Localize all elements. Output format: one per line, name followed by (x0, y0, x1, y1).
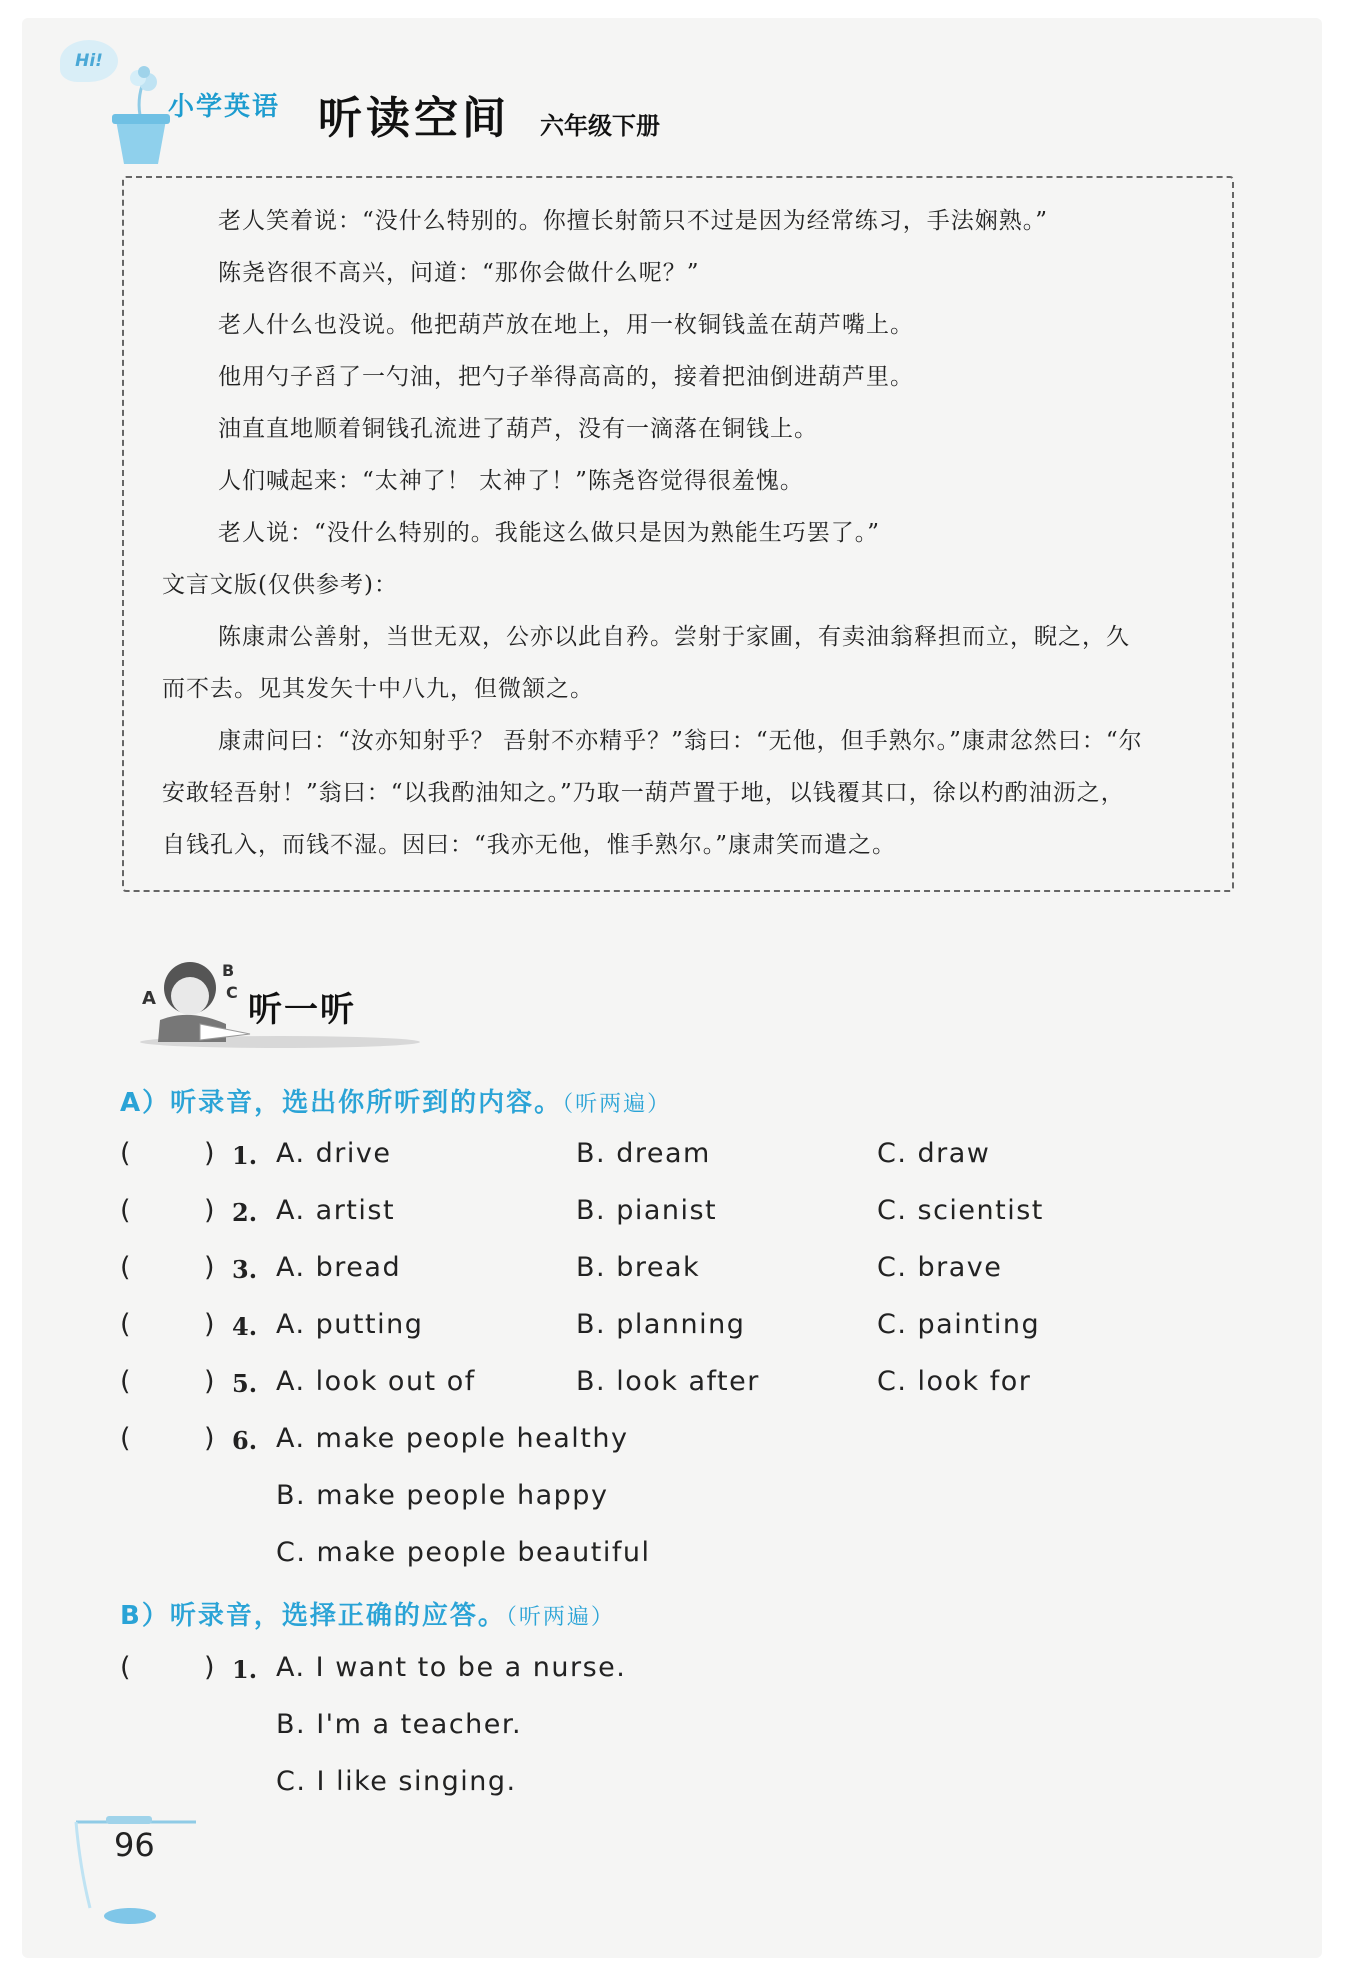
abc-letter-c: C (226, 983, 238, 1002)
answer-bracket-open[interactable]: ( (120, 1309, 131, 1340)
classical-version-heading: 文言文版(仅供参考)： (162, 572, 398, 598)
listen-section-header (130, 950, 420, 1050)
option-a: A. bread (276, 1252, 402, 1283)
abc-letter-a: A (142, 988, 156, 1009)
answer-bracket-close: ) (204, 1138, 215, 1169)
question-row (120, 1366, 1220, 1406)
option-row (120, 1709, 1220, 1749)
option-a: A. artist (276, 1195, 396, 1226)
answer-bracket-close: ) (204, 1252, 215, 1283)
answer-bracket-close: ) (204, 1423, 215, 1454)
passage-line: 而不去。见其发矢十中八九，但微颔之。 (162, 676, 594, 702)
passage-line: 陈尧咨很不高兴，问道：“那你会做什么呢？” (218, 260, 700, 286)
option-b: B. make people happy (276, 1480, 609, 1511)
answer-bracket-open[interactable]: ( (120, 1652, 131, 1683)
answer-bracket-open[interactable]: ( (120, 1195, 131, 1226)
section-b-note: （听两遍） (505, 1605, 615, 1630)
passage-line: 康肃问曰：“汝亦知射乎？ 吾射不亦精乎？”翁曰：“无他，但手熟尔。”康肃忿然曰：“尔 (218, 728, 1143, 754)
answer-bracket-close: ) (204, 1652, 215, 1683)
option-a: A. look out of (276, 1366, 476, 1397)
option-row (120, 1480, 1220, 1520)
passage-line: 油直直地顺着铜钱孔流进了葫芦，没有一滴落在铜钱上。 (218, 416, 818, 442)
option-c: C. make people beautiful (276, 1537, 651, 1568)
answer-bracket-close: ) (204, 1195, 215, 1226)
question-row (120, 1195, 1220, 1235)
answer-bracket-open[interactable]: ( (120, 1252, 131, 1283)
question-number: 1. (232, 1655, 258, 1684)
option-a: A. putting (276, 1309, 424, 1340)
question-number: 1. (232, 1141, 258, 1170)
grade-label: 六年级下册 (540, 112, 660, 140)
passage-line: 老人笑着说：“没什么特别的。你擅长射箭只不过是因为经常练习，手法娴熟。” (218, 208, 1049, 234)
answer-bracket-open[interactable]: ( (120, 1366, 131, 1397)
passage-line: 安敢轻吾射！”翁曰：“以我酌油知之。”乃取一葫芦置于地，以钱覆其口，徐以杓酌油沥之， (162, 780, 1125, 806)
answer-bracket-open[interactable]: ( (120, 1138, 131, 1169)
page-number: 96 (114, 1826, 155, 1864)
option-c: C. scientist (877, 1195, 1044, 1226)
option-b: B. I'm a teacher. (276, 1709, 523, 1740)
option-c: C. draw (877, 1138, 991, 1169)
passage-line: 陈康肃公善射，当世无双，公亦以此自矜。尝射于家圃，有卖油翁释担而立，睨之，久 (218, 624, 1130, 650)
option-c: C. look for (877, 1366, 1032, 1397)
option-a: A. make people healthy (276, 1423, 629, 1454)
option-a: A. I want to be a nurse. (276, 1652, 627, 1683)
question-number: 2. (232, 1198, 258, 1227)
brand-title: 听读空间 (318, 93, 510, 144)
section-a-note: （听两遍） (562, 1092, 672, 1117)
option-b: B. planning (576, 1309, 746, 1340)
passage-line: 老人什么也没说。他把葫芦放在地上，用一枚铜钱盖在葫芦嘴上。 (218, 312, 914, 338)
page-header (50, 30, 750, 160)
option-b: B. pianist (576, 1195, 718, 1226)
passage-line: 人们喊起来：“太神了！ 太神了！”陈尧咨觉得很羞愧。 (218, 468, 804, 494)
question-row (120, 1252, 1220, 1292)
question-row (120, 1138, 1220, 1178)
passage-line: 他用勺子舀了一勺油，把勺子举得高高的，接着把油倒进葫芦里。 (218, 364, 914, 390)
option-b: B. look after (576, 1366, 760, 1397)
section-a-instruction (120, 1082, 671, 1119)
section-b-instruction (120, 1595, 615, 1632)
option-row (120, 1766, 1220, 1806)
passage-line: 自钱孔入，而钱不湿。因曰：“我亦无他，惟手熟尔。”康肃笑而遣之。 (162, 832, 897, 858)
option-c: C. painting (877, 1309, 1041, 1340)
option-row (120, 1537, 1220, 1577)
answer-bracket-close: ) (204, 1309, 215, 1340)
question-row (120, 1423, 1220, 1463)
option-a: A. drive (276, 1138, 392, 1169)
question-number: 4. (232, 1312, 258, 1341)
answer-bracket-open[interactable]: ( (120, 1423, 131, 1454)
option-b: B. break (576, 1252, 701, 1283)
question-row (120, 1652, 1220, 1692)
abc-letter-b: B (222, 961, 235, 980)
hi-text: Hi! (75, 51, 103, 71)
question-row (120, 1309, 1220, 1349)
answer-bracket-close: ) (204, 1366, 215, 1397)
option-c: C. brave (877, 1252, 1003, 1283)
section-a-title: A）听录音，选出你所听到的内容。 (120, 1088, 563, 1118)
section-b-title: B）听录音，选择正确的应答。 (120, 1601, 506, 1631)
question-number: 5. (232, 1369, 258, 1398)
passage-line: 老人说：“没什么特别的。我能这么做只是因为熟能生巧罢了。” (218, 520, 881, 546)
option-b: B. dream (576, 1138, 711, 1169)
series-name: 小学英语 (168, 92, 281, 122)
question-number: 3. (232, 1255, 258, 1284)
listen-section-title: 听一听 (248, 990, 356, 1030)
reading-passage-box (122, 176, 1234, 892)
question-number: 6. (232, 1426, 258, 1455)
option-c: C. I like singing. (276, 1766, 517, 1797)
